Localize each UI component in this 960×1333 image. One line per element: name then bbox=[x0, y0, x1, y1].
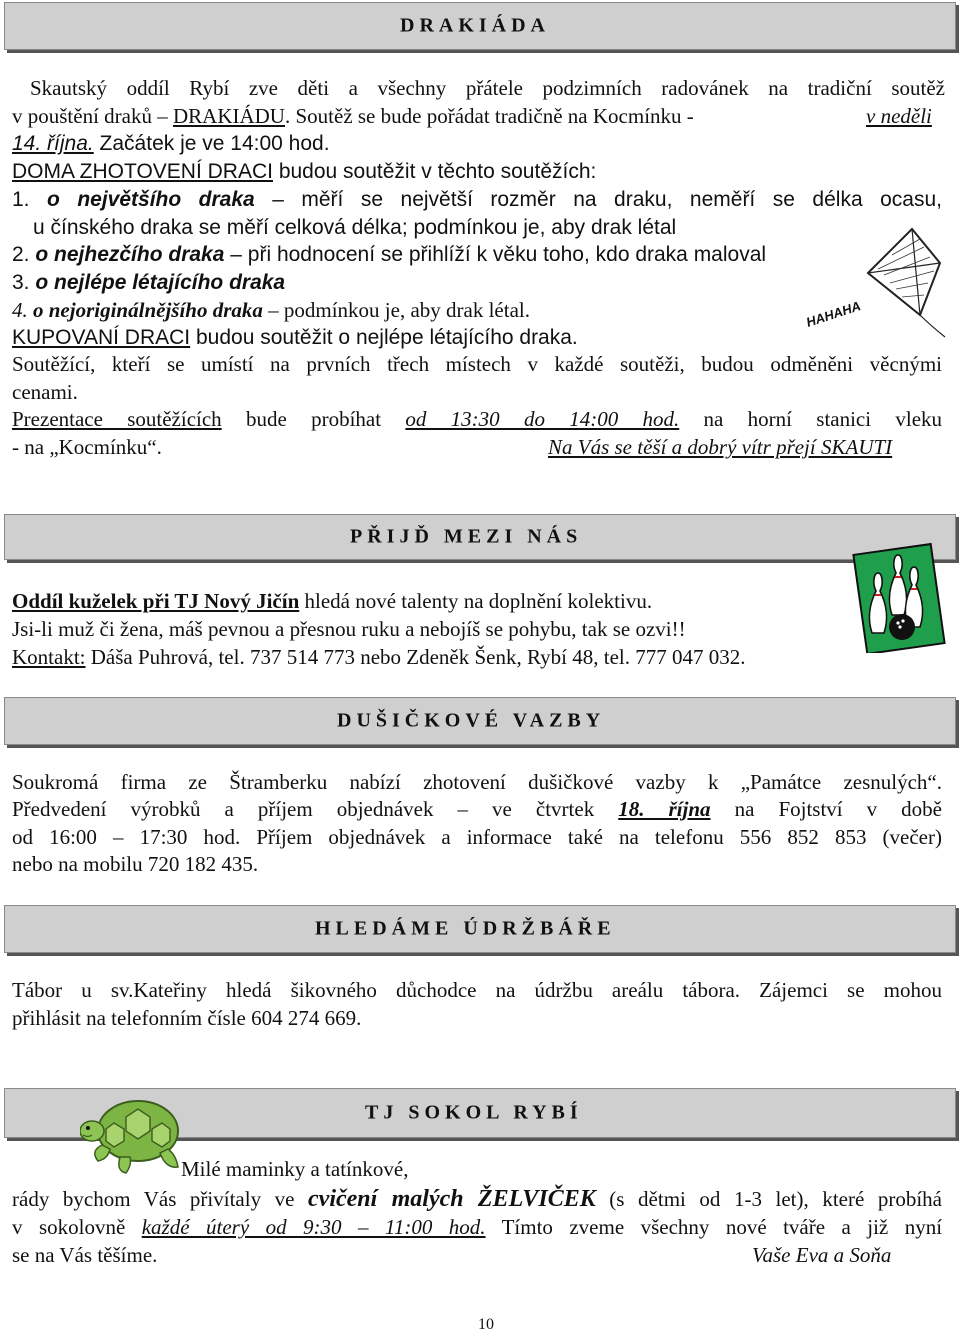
kite-text: HAHAHA bbox=[804, 298, 863, 330]
sokol-signature: Vaše Eva a Soňa bbox=[752, 1243, 892, 1267]
kuzelky-contact: Kontakt: Dáša Puhrová, tel. 737 514 773 nebo Zdeněk Šenk, Rybí 48, tel. 777 047 032. bbox=[12, 645, 746, 669]
intro-line-1: Skautský oddíl Rybí zve děti a všechny přátele podzimních radovánek na tradiční soutěž bbox=[30, 76, 945, 100]
prezentace-line-2: - na „Kocmínku“. bbox=[12, 435, 162, 459]
vazby-line-1: Soukromá firma ze Štramberku nabízí zhotovení dušičkové vazby k „Památce zesnulých“. bbox=[12, 770, 942, 794]
sokol-line-4: se na Vás těšíme. bbox=[12, 1243, 158, 1267]
sokol-line-2: rády bychom Vás přivítaly ve cvičení malých ŽELVIČEK (s dětmi od 1-3 let), které probíhá bbox=[12, 1186, 942, 1212]
udrzbar-line-1: Tábor u sv.Kateřiny hledá šikovného důchodce na údržbu areálu tábora. Zájemci se mohou bbox=[12, 978, 942, 1002]
bowling-pins-icon bbox=[842, 535, 950, 653]
intro-line-2: v pouštění draků – DRAKIÁDU. Soutěž se bude pořádat tradičně na Kocmínku - bbox=[12, 104, 694, 128]
vazby-line-2: Předvedení výrobků a příjem objednávek – ve čtvrtek 18. října na Fojtství v době bbox=[12, 797, 943, 821]
list-item-1: 1. o největšího draka – měří se největší rozměr na draku, neměří se délka ocasu, bbox=[12, 188, 942, 211]
kupovani-line: KUPOVANÍ DRACI budou soutěžit o nejlépe létajícího draka. bbox=[12, 326, 578, 349]
section-header-prijd-mezi-nas bbox=[4, 514, 956, 560]
section-header-dusickove-vazby bbox=[4, 697, 956, 745]
list-item-3: 3. o nejlépe létajícího draka bbox=[12, 271, 286, 294]
section-header-drakiada bbox=[4, 2, 956, 50]
skauti-greeting: Na Vás se těší a dobrý vítr přejí SKAUTI bbox=[548, 435, 893, 459]
vazby-line-3: od 16:00 – 17:30 hod. Příjem objednávek a informace také na telefonu 556 852 853 (večer) bbox=[12, 825, 942, 849]
vazby-line-4: nebo na mobilu 720 182 435. bbox=[12, 852, 259, 876]
kite-icon bbox=[800, 225, 950, 340]
section-title: PŘIJĎ MEZI NÁS bbox=[350, 525, 583, 548]
intro-date: v neděli bbox=[866, 104, 932, 128]
intro-line-3: 14. října. Začátek je ve 14:00 hod. bbox=[12, 132, 330, 155]
list-item-4: 4. o nejoriginálnějšího draka – podmínkou je, aby drak létal. bbox=[12, 298, 530, 322]
section-header-hledame-udrzbare bbox=[4, 905, 956, 953]
prize-line-1: Soutěžící, kteří se umístí na prvních třech místech v každé soutěži, budou odměněni věcnými bbox=[12, 352, 942, 376]
section-title: DRAKIÁDA bbox=[400, 14, 550, 37]
sokol-line-3: v sokolovně každé úterý od 9:30 – 11:00 hod. Tímto zveme všechny nové tváře a již nyní bbox=[12, 1215, 943, 1239]
section-title: TJ SOKOL RYBÍ bbox=[365, 1101, 583, 1124]
section-title: DUŠIČKOVÉ VAZBY bbox=[337, 709, 606, 732]
section-title: HLEDÁME ÚDRŽBÁŘE bbox=[315, 917, 616, 940]
doma-line: DOMA ZHOTOVENÍ DRACI budou soutěžit v těchto soutěžích: bbox=[12, 160, 597, 183]
list-item-1-cont: u čínského draka se měří celková délka; podmínkou je, aby drak létal bbox=[33, 216, 677, 239]
page-number: 10 bbox=[478, 1316, 494, 1333]
kuzelky-line-1: Oddíl kuželek při TJ Nový Jičín hledá nové talenty na doplnění kolektivu. bbox=[12, 589, 653, 613]
udrzbar-line-2: přihlásit na telefonním čísle 604 274 669. bbox=[12, 1006, 362, 1030]
list-item-2: 2. o nejhezčího draka – při hodnocení se přihlíží k věku toho, kdo draka maloval bbox=[12, 243, 767, 266]
prezentace-line: Prezentace soutěžících bude probíhat od 13:30 do 14:00 hod. na horní stanici vleku bbox=[12, 407, 943, 431]
kuzelky-line-2: Jsi-li muž či žena, máš pevnou a přesnou ruku a nebojíš se pohybu, tak se ozvi!! bbox=[12, 617, 686, 641]
prize-line-2: cenami. bbox=[12, 380, 78, 404]
sokol-line-1: Milé maminky a tatínkové, bbox=[181, 1157, 409, 1181]
